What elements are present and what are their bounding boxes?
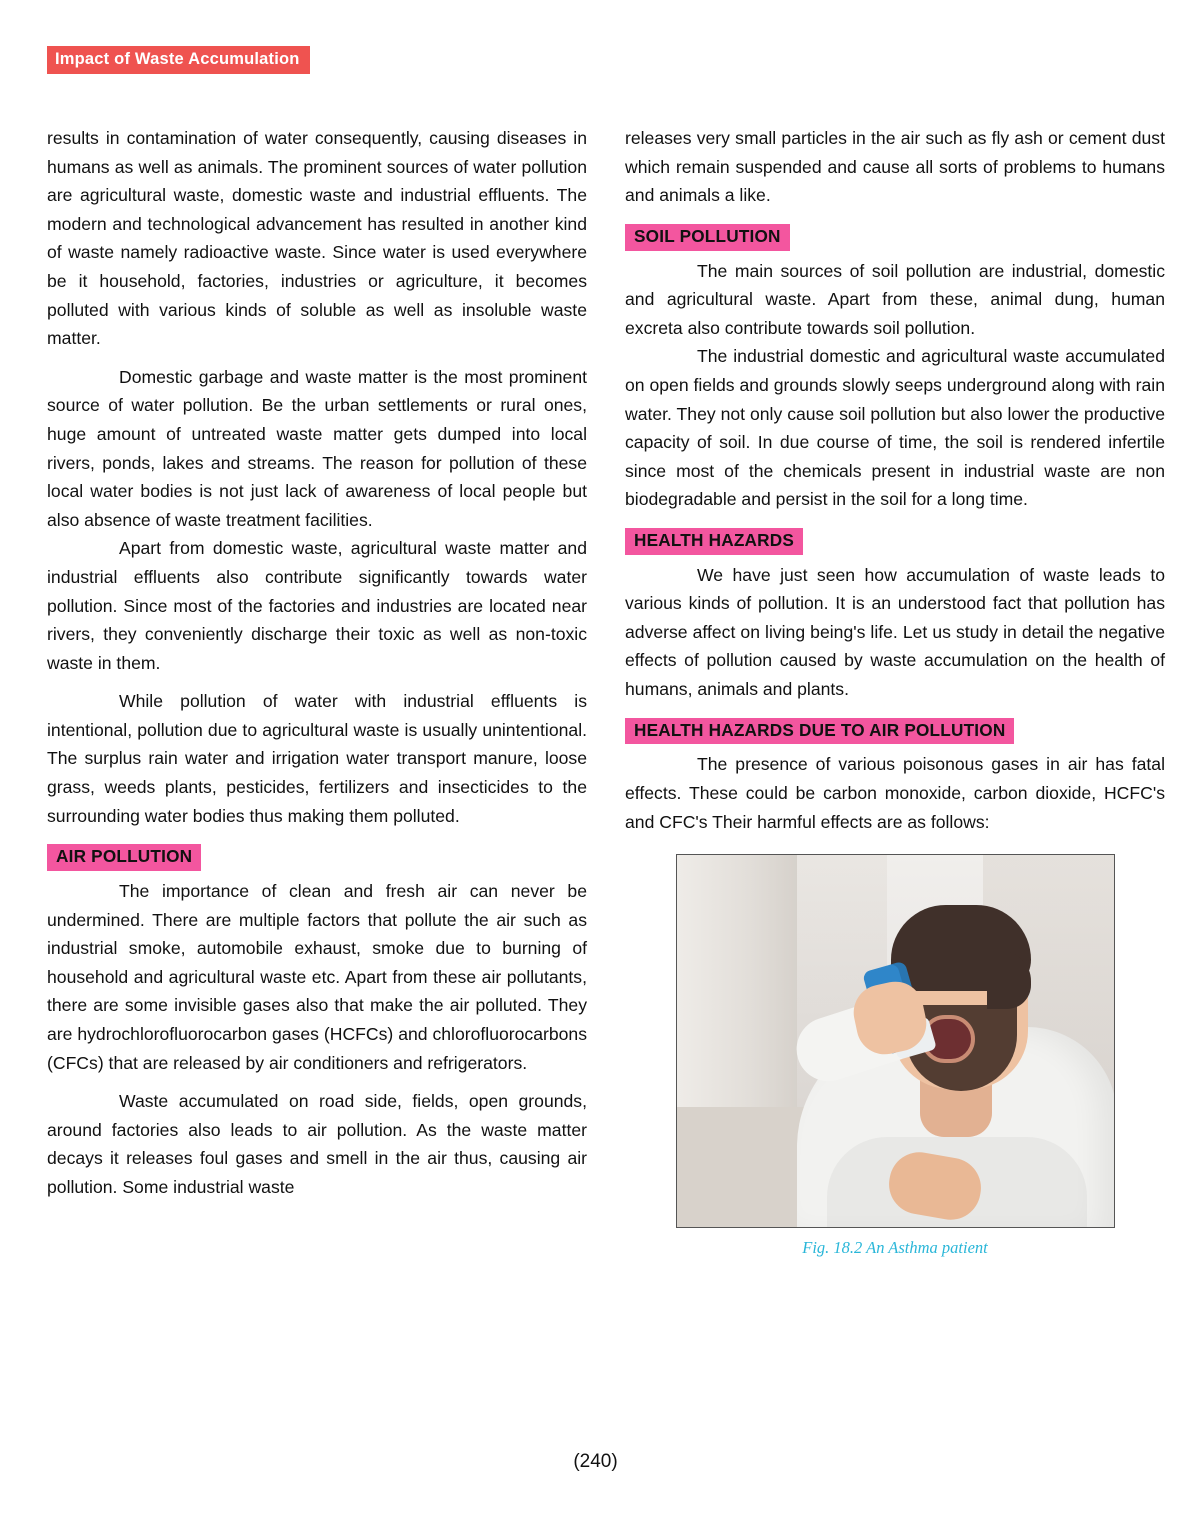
paragraph: We have just seen how accumulation of waste leads to various kinds of pollution. It is an understood fact that pollution has adverse affect on living being's life. Let us study in detail the negative effects of pollution caused by waste accumulation on the health of humans, animals and plants. [625,564,1165,700]
figure-caption: Fig. 18.2 An Asthma patient [802,1238,988,1258]
section-heading-health-hazards: HEALTH HAZARDS [625,528,803,555]
paragraph: releases very small particles in the air such as fly ash or cement dust which remain suspended and cause all sorts of problems to humans and animals a like. [625,128,1165,206]
left-column [47,124,587,1258]
paragraph: Waste accumulated on road side, fields, open grounds, around factories also leads to air pollution. As the waste matter decays it releases foul gases and smell in the air thus, causing air pollution. Some industrial waste [47,1091,587,1197]
section-heading-wrap [625,210,1165,257]
paragraph: Domestic garbage and waste matter is the most prominent source of water pollution. Be the urban settlements or rural ones, huge amount of untreated waste matter gets dumped into local rivers, ponds, lakes and streams. The reason for pollution of these local water bodies is not just lack of awareness of local people but also absence of waste treatment facilities. [47,366,587,530]
section-heading-soil-pollution: SOIL POLLUTION [625,224,790,251]
section-heading-health-hazards-air-pollution: HEALTH HAZARDS DUE TO AIR POLLUTION [625,718,1014,745]
section-heading-air-pollution: AIR POLLUTION [47,844,201,871]
paragraph: The importance of clean and fresh air can never be undermined. There are multiple factors that pollute the air such as industrial smoke, automobile exhaust, smoke due to burning of household and agricultural waste etc. Apart from these air pollutants, there are some invisible gases also that make the air polluted. They are hydrochlorofluorocarbon gases (HCFCs) and chlorofluorocarbons (CFCs) that are released by air conditioners and refrigerators. [47,881,587,1073]
running-header-title: Impact of Waste Accumulation [47,46,310,74]
section-heading-wrap [625,514,1165,561]
page-number: (240) [573,1451,618,1472]
paragraph: The industrial domestic and agricultural waste accumulated on open fields and grounds slowly seeps underground along with rain water. They not only cause soil pollution but also lower the productive capacity of soil. In due course of time, the soil is rendered infertile since most of the chemicals present in industrial waste are non biodegradable and persist in the soil for a long time. [625,346,1165,510]
paragraph: results in contamination of water consequently, causing diseases in humans as well as animals. The prominent sources of water pollution are agricultural waste, domestic waste and industrial effluents. The modern and technological advancement has resulted in another kind of waste namely radioactive waste. Since water is used everywhere be it household, factories, industries or agriculture, it becomes polluted with various kinds of soluble as well as insoluble waste matter. [47,128,587,349]
section-heading-wrap [625,704,1165,751]
figure-asthma-patient [625,854,1165,1258]
paragraph: Apart from domestic waste, agricultural waste matter and industrial effluents also contribute significantly towards water pollution. Since most of the factories and industries are located near rivers, they conveniently discharge their toxic as well as non-toxic waste in them. [47,538,587,673]
paragraph: While pollution of water with industrial effluents is intentional, pollution due to agricultural waste is usually unintentional. The surplus rain water and irrigation water transport manure, loose grass, weeds plants, pesticides, fertilizers and insecticides to the surrounding water bodies thus making them polluted. [47,691,587,826]
paragraph: The presence of various poisonous gases in air has fatal effects. These could be carbon monoxide, carbon dioxide, HCFC's and CFC's Their harmful effects are as follows: [625,754,1165,832]
right-column [625,124,1165,1258]
paragraph: The main sources of soil pollution are industrial, domestic and agricultural waste. Apart from these, animal dung, human excreta also contribute towards soil pollution. [625,260,1165,338]
person-hair [891,905,1031,991]
figure-image [676,854,1115,1228]
section-heading-wrap [47,830,587,877]
two-column-body [47,124,1165,1258]
